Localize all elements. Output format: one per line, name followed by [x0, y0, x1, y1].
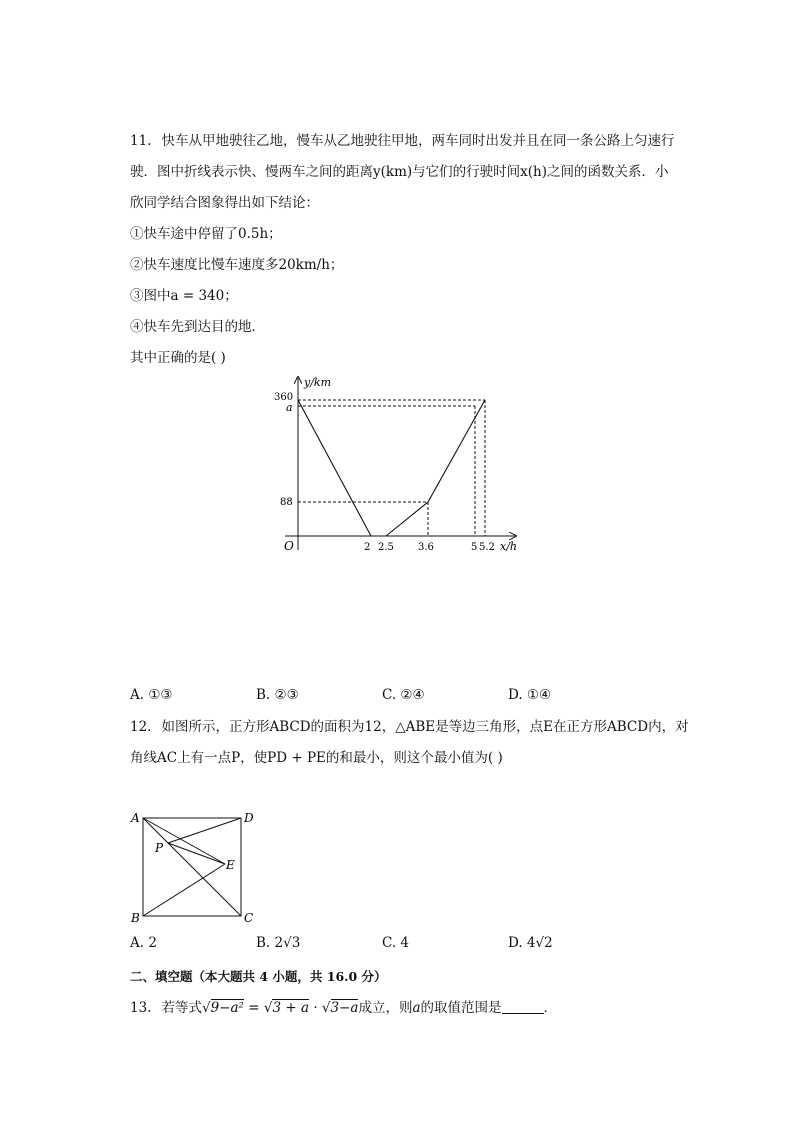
x-tick-3-6: 3.6 [418, 542, 434, 553]
distance-polyline [298, 400, 485, 536]
q13-prefix: 若等式 [161, 1000, 202, 1016]
q12-line-2: 角线AC上有一点P，使PD + PE的和最小，则这个最小值为( ) [130, 750, 503, 766]
q11-statement-4: ④快车先到达目的地． [130, 319, 265, 335]
label-e: E [226, 858, 235, 872]
y-tick-360: 360 [274, 392, 294, 403]
label-d: D [244, 811, 254, 825]
square-figure [128, 806, 268, 926]
q13-dot: · [309, 1000, 322, 1016]
x-tick-2-5: 2.5 [378, 542, 394, 553]
q11-text-1: 快车从甲地驶往乙地，慢车从乙地驶往甲地，两车同时出发并且在同一条公路上匀速行 [161, 133, 675, 149]
label-a: A [131, 811, 140, 825]
q13-var: a [412, 1000, 421, 1016]
q11-choice-a[interactable]: A. ①③ [130, 687, 173, 703]
segment-be [143, 864, 225, 916]
segment-pd [168, 818, 241, 843]
q11-line-2: 驶．图中折线表示快、慢两车之间的距离y(km)与它们的行驶时间x(h)之间的函数关系．小 [130, 164, 669, 180]
q11-choice-d[interactable]: D. ①④ [508, 687, 552, 703]
q13-radicand-2: 3 + a [272, 1000, 310, 1016]
q11-choice-c[interactable]: C. ②④ [382, 687, 425, 703]
label-b: B [131, 911, 140, 925]
q11-line-1 [130, 131, 674, 151]
q12-choice-a[interactable]: A. 2 [130, 935, 157, 951]
q13-radicand-3: 3−a [330, 1000, 359, 1016]
x-axis-label: x/h [500, 540, 517, 553]
q13-radicand-1: 9−a² [210, 1000, 244, 1016]
q12-choice-d[interactable]: D. 4√2 [508, 935, 553, 951]
q13-suffix-2: 的取值范围是 [420, 1000, 502, 1016]
distance-time-graph [260, 370, 540, 570]
section-2-title: 二、填空题（本大题共 4 小题，共 16.0 分） [130, 969, 387, 984]
q12-choice-c[interactable]: C. 4 [382, 935, 410, 951]
q11-statement-2: ②快车速度比慢车速度多20km/h； [130, 257, 344, 273]
y-tick-88: 88 [280, 497, 293, 508]
q13-suffix-1: 成立，则 [358, 1000, 413, 1016]
q11-choice-b[interactable]: B. ②③ [256, 687, 299, 703]
q12-line-1 [130, 717, 689, 737]
label-c: C [244, 911, 254, 925]
x-tick-5: 5 [471, 542, 478, 553]
q13-number: 13. [130, 1000, 152, 1016]
q11-statement-3: ③图中a = 340； [130, 288, 238, 304]
q12-number: 12. [130, 719, 152, 735]
q13-end: ． [543, 1000, 558, 1016]
x-tick-5-2: 5.2 [479, 542, 495, 553]
segment-pe [168, 843, 225, 864]
q12-choice-b[interactable]: B. 2√3 [256, 935, 301, 951]
y-tick-a: a [286, 401, 293, 414]
q12-text-1: 如图所示，正方形ABCD的面积为12，△ABE是等边三角形，点E在正方形ABCD内，对 [161, 719, 689, 735]
q13-eq: = [243, 1000, 264, 1016]
q11-statement-1: ①快车途中停留了0.5h； [130, 226, 282, 242]
q13-answer-blank[interactable] [502, 999, 544, 1014]
q13-line: 13. 若等式√9−a² = √3 + a · √3−a成立，则a的取值范围是 ． [130, 1000, 558, 1016]
x-tick-2: 2 [364, 542, 371, 553]
q11-number: 11. [130, 133, 152, 149]
q11-line-3: 欣同学结合图象得出如下结论： [130, 195, 319, 211]
label-p: P [155, 841, 164, 855]
q11-question: 其中正确的是( ) [130, 350, 226, 366]
y-axis-label: y/km [304, 376, 332, 389]
origin-label: O [284, 539, 294, 553]
